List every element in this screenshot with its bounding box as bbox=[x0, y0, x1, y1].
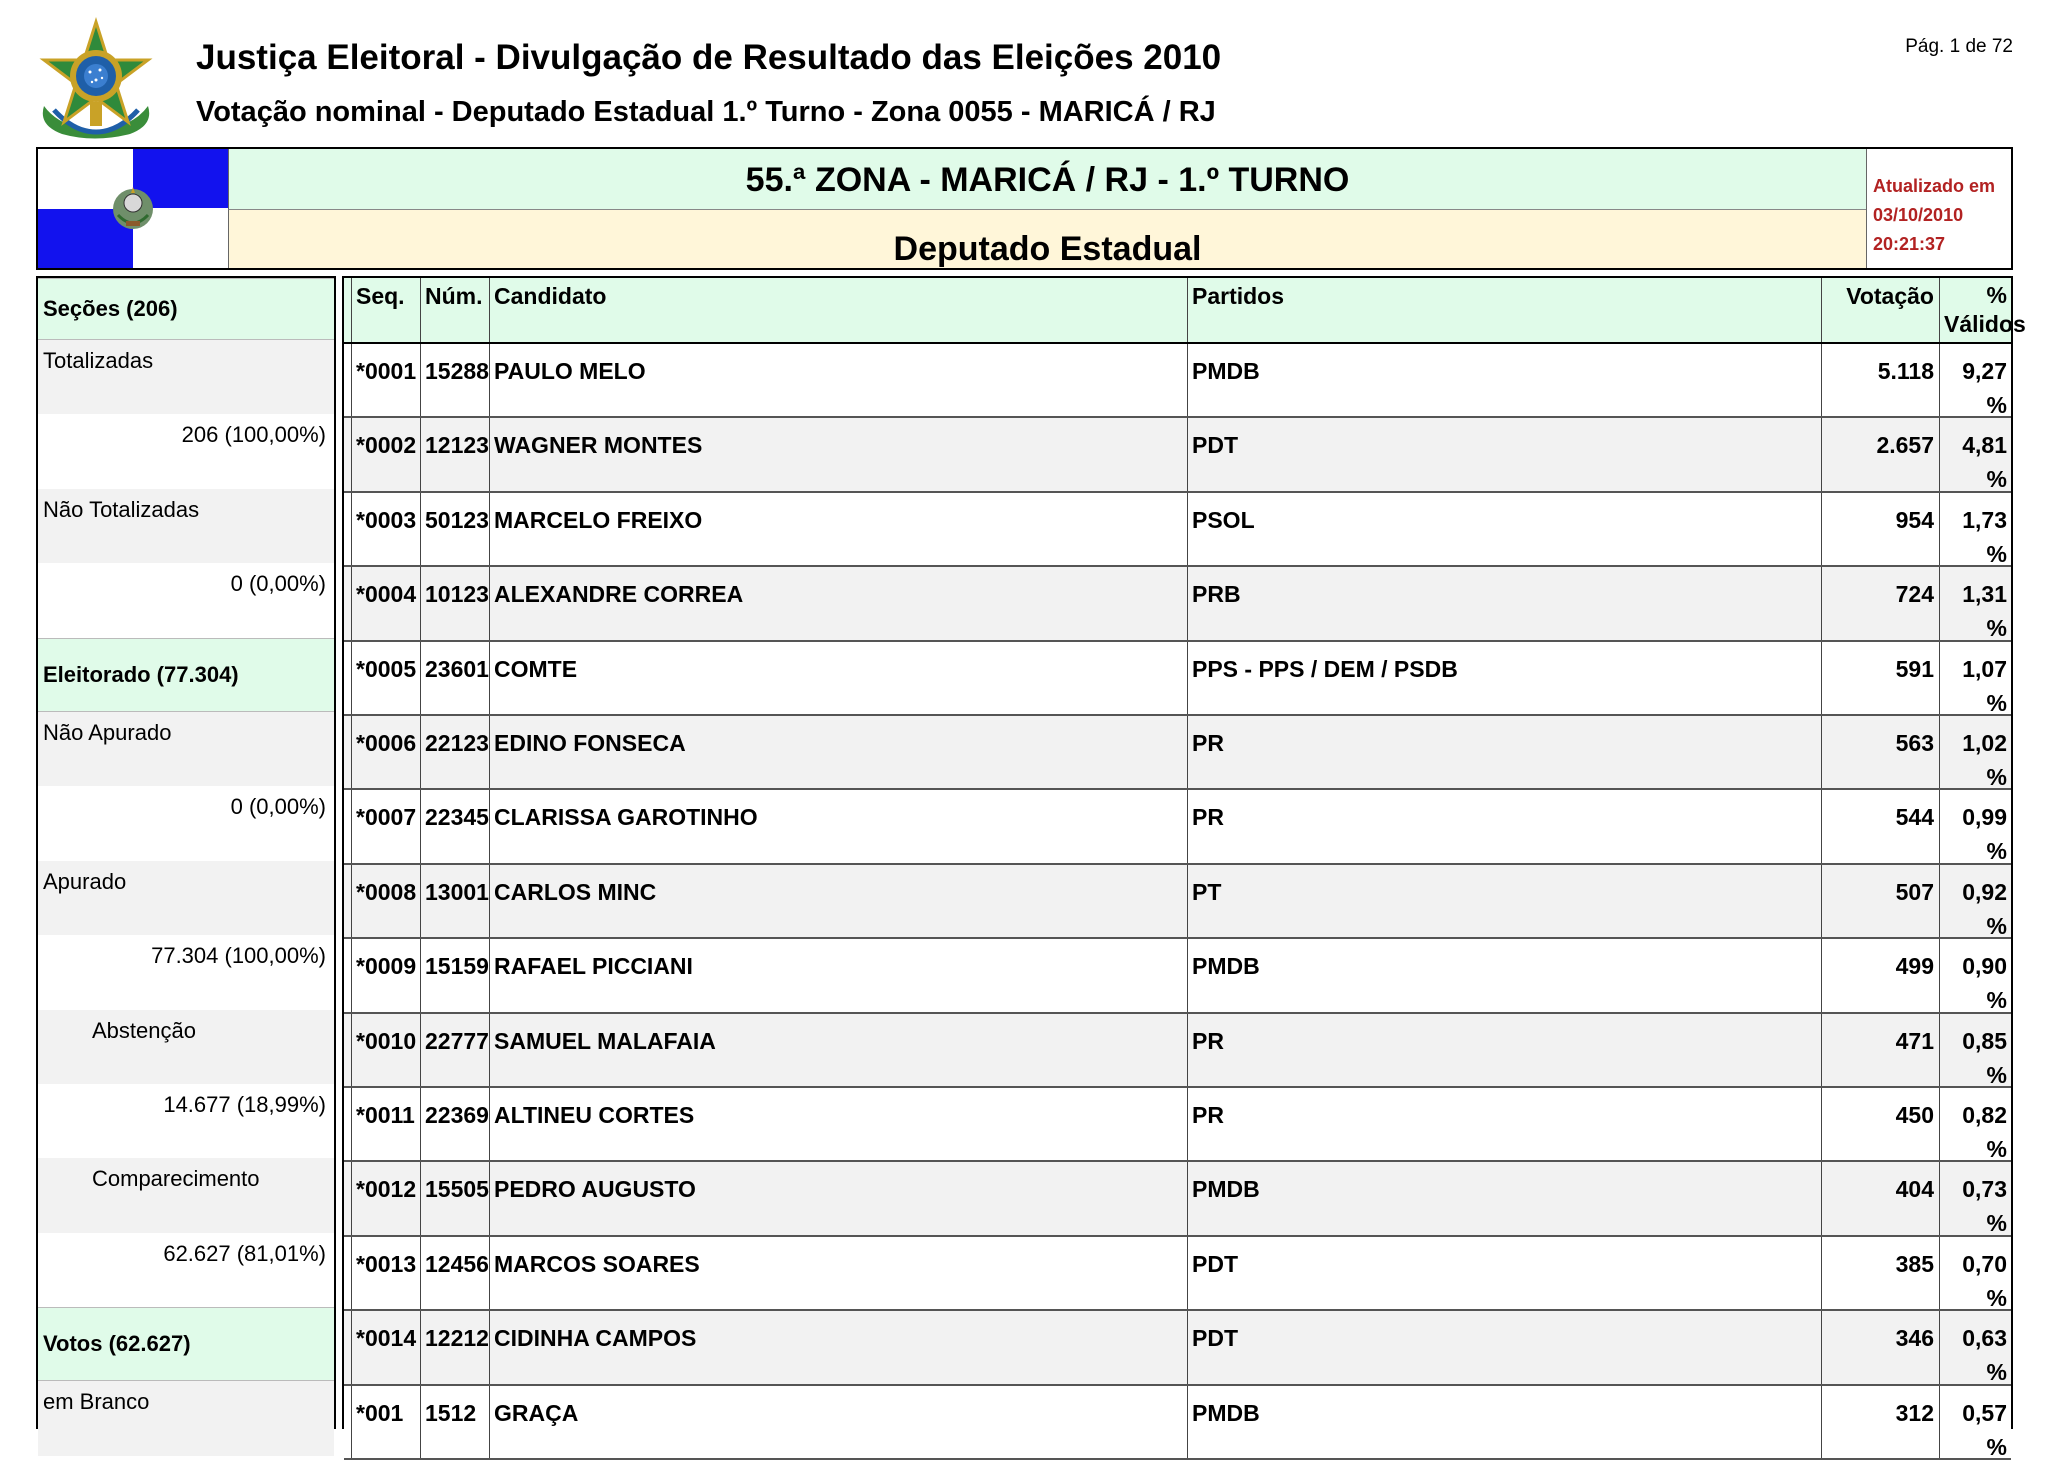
cell-candidate: MARCOS SOARES bbox=[489, 1237, 1187, 1309]
cell-pct: 0,70 % bbox=[1939, 1237, 2011, 1309]
column-header-pct bbox=[1939, 278, 2026, 342]
totalized-value: 206 (100,00%) bbox=[38, 414, 334, 488]
column-header-seq: Seq. bbox=[351, 278, 420, 342]
brazil-coat-of-arms-logo bbox=[34, 20, 160, 144]
column-header-pct-symbol: % bbox=[1986, 282, 2007, 308]
cell-pct: 0,92 % bbox=[1939, 865, 2011, 937]
cell-num: 22777 bbox=[420, 1014, 489, 1086]
row-gutter bbox=[344, 1311, 351, 1383]
cell-num: 12123 bbox=[420, 418, 489, 490]
results-banner bbox=[36, 147, 2013, 270]
cell-num: 15159 bbox=[420, 939, 489, 1011]
not-counted-value: 0 (0,00%) bbox=[38, 786, 334, 860]
cell-pct: 1,02 % bbox=[1939, 716, 2011, 788]
cell-num: 15505 bbox=[420, 1162, 489, 1234]
row-gutter bbox=[344, 567, 351, 639]
column-header-num: Núm. bbox=[420, 278, 489, 342]
cell-seq: *0011 bbox=[351, 1088, 420, 1160]
page-subtitle: Votação nominal - Deputado Estadual 1.º Turno - Zona 0055 - MARICÁ / RJ bbox=[196, 96, 1216, 128]
cell-votes: 450 bbox=[1821, 1088, 1939, 1160]
table-row bbox=[344, 865, 2011, 939]
cell-party: PR bbox=[1187, 1088, 1821, 1160]
cell-num: 50123 bbox=[420, 493, 489, 565]
votes-header: Votos (62.627) bbox=[38, 1307, 334, 1381]
cell-candidate: ALTINEU CORTES bbox=[489, 1088, 1187, 1160]
cell-pct: 0,73 % bbox=[1939, 1162, 2011, 1234]
row-gutter bbox=[344, 344, 351, 416]
cell-votes: 563 bbox=[1821, 716, 1939, 788]
cell-candidate: CIDINHA CAMPOS bbox=[489, 1311, 1187, 1383]
cell-votes: 591 bbox=[1821, 642, 1939, 714]
attendance-label: Comparecimento bbox=[38, 1158, 334, 1232]
cell-seq: *0002 bbox=[351, 418, 420, 490]
cell-votes: 724 bbox=[1821, 567, 1939, 639]
row-gutter bbox=[344, 939, 351, 1011]
cell-candidate: CARLOS MINC bbox=[489, 865, 1187, 937]
cell-pct: 1,31 % bbox=[1939, 567, 2011, 639]
cell-party: PR bbox=[1187, 1014, 1821, 1086]
table-row bbox=[344, 716, 2011, 790]
cell-num: 22369 bbox=[420, 1088, 489, 1160]
cell-party: PRB bbox=[1187, 567, 1821, 639]
row-gutter bbox=[344, 1014, 351, 1086]
cell-pct: 9,27 % bbox=[1939, 344, 2011, 416]
cell-votes: 404 bbox=[1821, 1162, 1939, 1234]
row-gutter bbox=[344, 1237, 351, 1309]
cell-seq: *0004 bbox=[351, 567, 420, 639]
cell-seq: *0012 bbox=[351, 1162, 420, 1234]
cell-num: 22345 bbox=[420, 790, 489, 862]
row-gutter bbox=[344, 865, 351, 937]
updated-date: 03/10/2010 bbox=[1873, 205, 1964, 225]
cell-votes: 385 bbox=[1821, 1237, 1939, 1309]
cell-seq: *0013 bbox=[351, 1237, 420, 1309]
column-header-pct-label: Válidos bbox=[1944, 311, 2026, 337]
table-row bbox=[344, 790, 2011, 864]
cell-candidate: WAGNER MONTES bbox=[489, 418, 1187, 490]
cell-votes: 2.657 bbox=[1821, 418, 1939, 490]
cell-seq: *0007 bbox=[351, 790, 420, 862]
cell-votes: 507 bbox=[1821, 865, 1939, 937]
row-gutter bbox=[344, 493, 351, 565]
cell-num: 12212 bbox=[420, 1311, 489, 1383]
cell-seq: *0006 bbox=[351, 716, 420, 788]
cell-votes: 5.118 bbox=[1821, 344, 1939, 416]
cell-pct: 0,57 % bbox=[1939, 1386, 2011, 1458]
updated-label: Atualizado em bbox=[1873, 176, 1996, 196]
rio-de-janeiro-flag-logo bbox=[38, 149, 228, 268]
cell-party: PMDB bbox=[1187, 344, 1821, 416]
sections-header: Seções (206) bbox=[38, 278, 334, 340]
updated-time: 20:21:37 bbox=[1873, 234, 1946, 254]
cell-candidate: PEDRO AUGUSTO bbox=[489, 1162, 1187, 1234]
cell-num: 1512 bbox=[420, 1386, 489, 1458]
page-title: Justiça Eleitoral - Divulgação de Resultado das Eleições 2010 bbox=[196, 38, 1222, 77]
cell-num: 23601 bbox=[420, 642, 489, 714]
cell-votes: 346 bbox=[1821, 1311, 1939, 1383]
row-gutter bbox=[344, 278, 351, 342]
cell-seq: *0009 bbox=[351, 939, 420, 1011]
cell-pct: 0,82 % bbox=[1939, 1088, 2011, 1160]
zone-heading: 55.ª ZONA - MARICÁ / RJ - 1.º TURNO bbox=[228, 149, 1866, 210]
cell-candidate: ALEXANDRE CORREA bbox=[489, 567, 1187, 639]
cell-votes: 499 bbox=[1821, 939, 1939, 1011]
not-counted-label: Não Apurado bbox=[38, 712, 334, 786]
column-header-party: Partidos bbox=[1187, 278, 1821, 342]
table-row bbox=[344, 939, 2011, 1013]
table-row bbox=[344, 493, 2011, 567]
cell-num: 12456 bbox=[420, 1237, 489, 1309]
office-heading: Deputado Estadual bbox=[228, 210, 1866, 268]
cell-votes: 471 bbox=[1821, 1014, 1939, 1086]
cell-candidate: COMTE bbox=[489, 642, 1187, 714]
cell-seq: *0005 bbox=[351, 642, 420, 714]
cell-party: PMDB bbox=[1187, 939, 1821, 1011]
cell-num: 22123 bbox=[420, 716, 489, 788]
row-gutter bbox=[344, 1162, 351, 1234]
cell-votes: 544 bbox=[1821, 790, 1939, 862]
cell-candidate: MARCELO FREIXO bbox=[489, 493, 1187, 565]
update-timestamp bbox=[1866, 149, 2011, 268]
not-totalized-value: 0 (0,00%) bbox=[38, 563, 334, 637]
cell-party: PMDB bbox=[1187, 1162, 1821, 1234]
row-gutter bbox=[344, 790, 351, 862]
abstention-label: Abstenção bbox=[38, 1010, 334, 1084]
counted-label: Apurado bbox=[38, 861, 334, 935]
cell-party: PDT bbox=[1187, 418, 1821, 490]
electorate-header: Eleitorado (77.304) bbox=[38, 638, 334, 712]
table-row bbox=[344, 1014, 2011, 1088]
cell-party: PPS - PPS / DEM / PSDB bbox=[1187, 642, 1821, 714]
summary-panel bbox=[36, 276, 336, 1429]
not-totalized-label: Não Totalizadas bbox=[38, 489, 334, 563]
cell-pct: 0,99 % bbox=[1939, 790, 2011, 862]
row-gutter bbox=[344, 1088, 351, 1160]
table-row bbox=[344, 344, 2011, 418]
cell-candidate: GRAÇA bbox=[489, 1386, 1187, 1458]
row-gutter bbox=[344, 716, 351, 788]
cell-party: PSOL bbox=[1187, 493, 1821, 565]
cell-party: PDT bbox=[1187, 1237, 1821, 1309]
cell-pct: 1,07 % bbox=[1939, 642, 2011, 714]
cell-pct: 0,90 % bbox=[1939, 939, 2011, 1011]
cell-candidate: RAFAEL PICCIANI bbox=[489, 939, 1187, 1011]
row-gutter bbox=[344, 1386, 351, 1458]
table-row bbox=[344, 1088, 2011, 1162]
column-header-votes: Votação bbox=[1821, 278, 1939, 342]
table-row bbox=[344, 1311, 2011, 1385]
table-row bbox=[344, 418, 2011, 492]
cell-party: PR bbox=[1187, 716, 1821, 788]
row-gutter bbox=[344, 418, 351, 490]
cell-party: PR bbox=[1187, 790, 1821, 862]
cell-seq: *0008 bbox=[351, 865, 420, 937]
cell-candidate: PAULO MELO bbox=[489, 344, 1187, 416]
cell-seq: *0014 bbox=[351, 1311, 420, 1383]
cell-pct: 0,85 % bbox=[1939, 1014, 2011, 1086]
attendance-value: 62.627 (81,01%) bbox=[38, 1233, 334, 1307]
counted-value: 77.304 (100,00%) bbox=[38, 935, 334, 1009]
cell-votes: 954 bbox=[1821, 493, 1939, 565]
cell-candidate: EDINO FONSECA bbox=[489, 716, 1187, 788]
cell-votes: 312 bbox=[1821, 1386, 1939, 1458]
table-row bbox=[344, 1162, 2011, 1236]
cell-num: 15288 bbox=[420, 344, 489, 416]
cell-party: PMDB bbox=[1187, 1386, 1821, 1458]
cell-candidate: SAMUEL MALAFAIA bbox=[489, 1014, 1187, 1086]
abstention-value: 14.677 (18,99%) bbox=[38, 1084, 334, 1158]
column-header-candidate: Candidato bbox=[489, 278, 1187, 342]
table-row bbox=[344, 642, 2011, 716]
cell-candidate: CLARISSA GAROTINHO bbox=[489, 790, 1187, 862]
cell-seq: *001 bbox=[351, 1386, 420, 1458]
candidate-results-table bbox=[342, 276, 2026, 1460]
blank-votes-label: em Branco bbox=[38, 1381, 334, 1455]
table-row bbox=[344, 1386, 2011, 1460]
cell-seq: *0003 bbox=[351, 493, 420, 565]
cell-pct: 4,81 % bbox=[1939, 418, 2011, 490]
table-header-row bbox=[344, 278, 2026, 344]
table-row bbox=[344, 567, 2011, 641]
cell-seq: *0001 bbox=[351, 344, 420, 416]
cell-num: 10123 bbox=[420, 567, 489, 639]
cell-party: PT bbox=[1187, 865, 1821, 937]
cell-pct: 0,63 % bbox=[1939, 1311, 2011, 1383]
row-gutter bbox=[344, 642, 351, 714]
cell-num: 13001 bbox=[420, 865, 489, 937]
totalized-label: Totalizadas bbox=[38, 340, 334, 414]
cell-pct: 1,73 % bbox=[1939, 493, 2011, 565]
cell-seq: *0010 bbox=[351, 1014, 420, 1086]
cell-party: PDT bbox=[1187, 1311, 1821, 1383]
table-row bbox=[344, 1237, 2011, 1311]
page-number: Pág. 1 de 72 bbox=[1905, 36, 2013, 57]
